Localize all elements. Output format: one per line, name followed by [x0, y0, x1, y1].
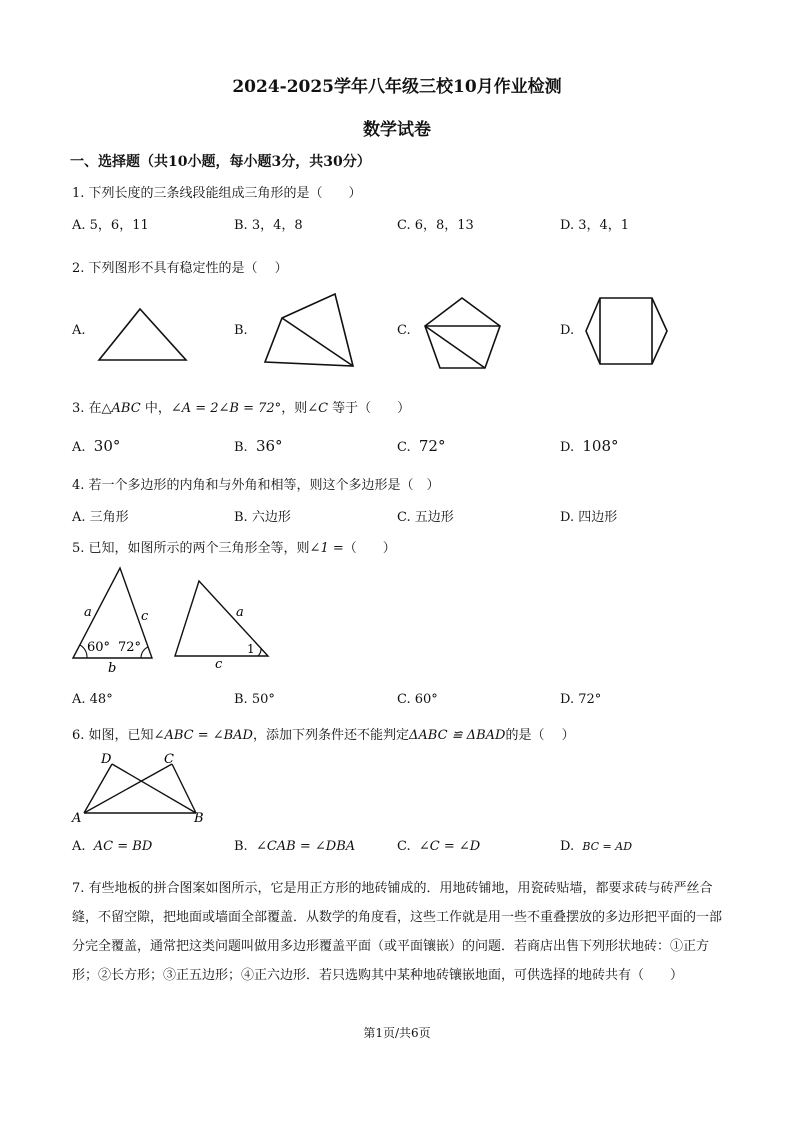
q5-label-left-b: b [108, 661, 117, 676]
question-5-stem [72, 537, 396, 556]
option-value: 108° [582, 437, 619, 455]
question-7-text: 7. 有些地板的拼合图案如图所示，它是用正方形的地砖铺成的．用地砖铺地，用瓷砖贴墙，都要求砖与砖严丝合缝，不留空隙，把地面或墙面全部覆盖．从数学的角度看，这些工作就是用一些不重叠摆放的多边形把平面的一部分完全覆盖，通常把这类问题叫做用多边形覆盖平面（或平面镶嵌）的问题．若商店出售下列形状地砖：①正方形；②长方形；③正五边形；④正六边形．若只选购其中某种地砖镶嵌地面，可供选择的地砖共有（ ） [72, 881, 723, 983]
question-2-option-b[interactable]: B. [234, 323, 248, 338]
option-letter: A. [72, 440, 86, 455]
question-4-option-a[interactable]: A. 三角形 [72, 510, 129, 525]
question-3-stem-mid2: ，则 [281, 401, 308, 416]
page-number: 第1页/共6页 [363, 1026, 431, 1040]
question-6-stem-post: 的是（ ） [505, 728, 575, 743]
q5-label-left-a: a [84, 605, 92, 620]
question-3-option-d[interactable] [560, 437, 619, 455]
q6-label-c: C [164, 752, 174, 767]
question-6-given: ∠ABC = ∠BAD [153, 728, 253, 743]
q5-figure-left-triangle [68, 566, 158, 676]
q2-figure-triangle [96, 306, 188, 362]
question-3-asked: ∠C [307, 401, 329, 416]
question-6-congruence: ΔABC ≌ ΔBAD [409, 728, 506, 743]
option-letter: D. [560, 440, 575, 455]
option-value: 36° [255, 437, 283, 455]
q2-figure-hexagon-with-lines [583, 296, 671, 366]
question-6-option-b[interactable] [234, 839, 355, 854]
question-4-option-d[interactable]: D. 四边形 [560, 510, 618, 525]
question-6-stem-mid: ，添加下列条件还不能判定 [252, 728, 409, 743]
question-4-option-c[interactable]: C. 五边形 [397, 510, 454, 525]
question-6-option-a[interactable] [72, 839, 152, 854]
option-value: 30° [93, 437, 121, 455]
option-value: ∠CAB = ∠DBA [255, 839, 356, 854]
question-2-stem: 2. 下列图形不具有稳定性的是（ ） [72, 261, 288, 276]
question-4-option-b[interactable]: B. 六边形 [234, 510, 291, 525]
question-6-stem-pre: 6. 如图，已知 [72, 728, 154, 743]
q2-figure-pentagon-with-diagonals [422, 296, 504, 370]
q6-label-a: A [72, 811, 82, 826]
question-5-stem-post: （ ） [343, 541, 396, 556]
q5-figure-right-triangle [170, 578, 274, 670]
option-value: AC = BD [93, 839, 153, 854]
question-3-option-c[interactable] [397, 437, 445, 455]
option-value: BC = AD [582, 840, 633, 853]
question-5-stem-pre: 5. 已知，如图所示的两个三角形全等，则 [72, 541, 310, 556]
question-1-option-d[interactable]: D. 3，4，1 [560, 218, 630, 233]
option-letter: C. [397, 839, 411, 854]
q5-label-angle-72: 72° [118, 640, 142, 655]
question-2-option-c[interactable]: C. [397, 323, 411, 338]
question-3-stem [72, 397, 410, 416]
question-5-option-a[interactable]: A. 48° [72, 692, 113, 707]
option-letter: A. [72, 839, 86, 854]
question-3-option-b[interactable] [234, 437, 283, 455]
question-5-option-c[interactable]: C. 60° [397, 692, 438, 707]
question-1-option-a[interactable]: A. 5，6，11 [72, 218, 149, 233]
question-6-stem [72, 724, 575, 743]
question-2-option-d[interactable]: D. [560, 323, 575, 338]
question-1-option-c[interactable]: C. 6，8，13 [397, 218, 474, 233]
question-1-stem: 1. 下列长度的三条线段能组成三角形的是（ ） [72, 186, 362, 201]
q5-label-left-c: c [141, 609, 149, 624]
question-3-condition: ∠A = 2∠B = 72° [170, 401, 282, 416]
q6-label-d: D [101, 752, 112, 767]
q2-figure-quadrilateral-with-diagonal [262, 292, 356, 368]
question-6-option-c[interactable] [397, 839, 480, 854]
question-5-option-d[interactable]: D. 72° [560, 692, 602, 707]
option-letter: D. [560, 839, 575, 854]
q5-label-right-1: 1 [247, 642, 255, 656]
question-3-stem-mid: 中， [140, 401, 171, 416]
question-1-option-b[interactable]: B. 3，4，8 [234, 218, 303, 233]
page-title: 2024-2025学年八年级三校10月作业检测 [232, 77, 562, 97]
question-4-stem: 4. 若一个多边形的内角和与外角和相等，则这个多边形是（ ） [72, 478, 440, 493]
q5-label-right-c: c [215, 657, 223, 672]
q6-label-b: B [194, 811, 204, 826]
question-6-option-d[interactable] [560, 839, 632, 854]
option-value: ∠C = ∠D [418, 839, 481, 854]
option-letter: B. [234, 440, 248, 455]
q5-label-angle-60: 60° [87, 640, 111, 655]
option-letter: B. [234, 839, 248, 854]
question-3-option-a[interactable] [72, 437, 120, 455]
option-value: 72° [418, 437, 446, 455]
question-2-option-a[interactable]: A. [72, 323, 86, 338]
question-5-asked: ∠1 = [309, 541, 344, 556]
q6-figure-quadrilateral [70, 750, 210, 826]
question-3-triangle: △ABC [101, 401, 141, 416]
page-subtitle: 数学试卷 [363, 120, 431, 140]
option-letter: C. [397, 440, 411, 455]
section-heading: 一、选择题（共10小题，每小题3分，共30分） [70, 154, 371, 170]
question-3-stem-pre: 3. 在 [72, 401, 102, 416]
question-5-option-b[interactable]: B. 50° [234, 692, 275, 707]
q5-label-right-a: a [236, 605, 244, 620]
question-3-stem-post: 等于（ ） [328, 401, 411, 416]
